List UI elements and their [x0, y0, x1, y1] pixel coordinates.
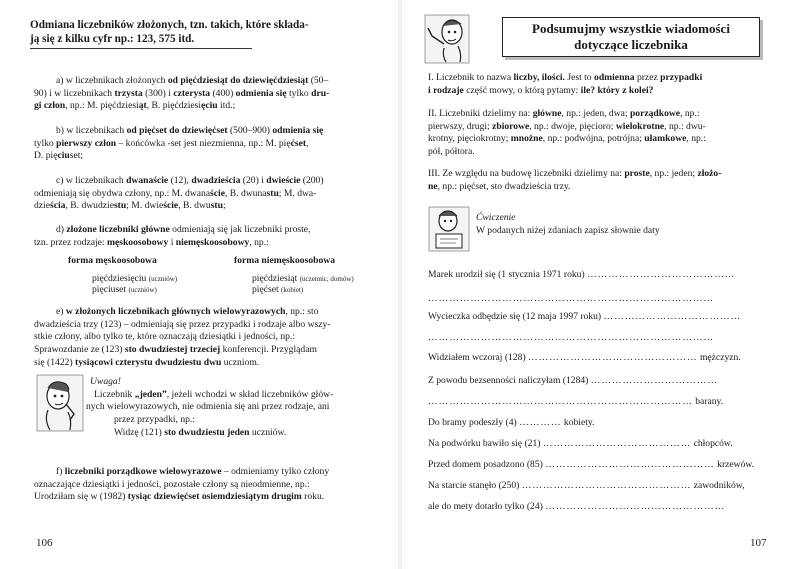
text-span: III. Ze względu na budowę liczebniki dzielimy na: [428, 168, 625, 179]
left-heading [30, 18, 382, 46]
text-span: , np.: podwójna, potrójna; [542, 133, 645, 145]
answer-blank[interactable]: ………………………………………………………………… [428, 396, 693, 407]
text-span: mnożne [510, 133, 543, 145]
text-span: II. Liczebniki dzielimy na: [428, 108, 533, 119]
text-span: i rodzaje [428, 84, 464, 96]
text-span: i [168, 236, 176, 248]
text-span: odmieniają się jak liczebniki proste, [169, 224, 311, 235]
text-span: e) [56, 306, 66, 317]
title-line: dotyczące liczebnika [574, 37, 688, 52]
text-span: , np.: jeden, dwa; [561, 108, 630, 119]
text-span: – końcówka -set jest niezmienna, np.: M. pię [116, 137, 291, 149]
line-text: ale do mety dotarło tylko (24) [428, 501, 546, 512]
text-span: odmienna [594, 72, 635, 83]
col1-head: forma męskoosobowa [68, 255, 157, 266]
exercise-line-3 [428, 311, 741, 323]
line-text: krzewów. [717, 459, 755, 470]
exercise-line-1 [428, 269, 735, 281]
answer-blank[interactable]: ………………………………………… [545, 459, 715, 470]
text-span: porządkowe [629, 108, 681, 119]
text-span: ciu [57, 150, 70, 162]
text-line: nych wielowyrazowych, nie odmienia się ani przez rodzaje, ani [86, 401, 330, 413]
text-span: dzie [34, 200, 50, 212]
text-span: , B. dwuna [224, 187, 267, 199]
exercise-line-2 [428, 293, 714, 305]
text-span: (50– [308, 75, 329, 86]
text-span: D. pię [34, 150, 58, 162]
summary-point-1 [428, 72, 778, 97]
text-span: główne [532, 108, 562, 119]
text-span: itd.; [217, 100, 236, 112]
text-span: a) w liczebnikach złożonych [56, 75, 168, 86]
line-text: Do bramy podeszły (4) [428, 417, 520, 428]
text-span: proste [624, 168, 650, 179]
text-span: , np.: dwu- [664, 120, 706, 132]
right-page [400, 0, 800, 569]
line-text: chłopców. [693, 438, 733, 449]
text-span: (200) [300, 175, 324, 186]
rule-b [34, 125, 376, 163]
exercise-line-6 [428, 375, 718, 387]
cell-note: (uczniów) [148, 275, 178, 283]
text-span: (300) i [142, 87, 174, 99]
text-span: ; M. dwa- [278, 187, 317, 199]
text-span: liczby, ilości. [513, 72, 565, 83]
rule-a [34, 75, 376, 113]
cell-value: pięciuset [92, 284, 127, 295]
text-span: Urodziłam się w (1982) [34, 491, 128, 503]
text-span: Jest to [564, 72, 595, 83]
text-span: , np.: jeden; [649, 168, 698, 179]
text-span: , np.: sto [285, 306, 319, 317]
text-span: sto dwudziestej trzeciej [124, 344, 221, 356]
text-span: , np.: dwoje, pięcioro; [529, 120, 616, 132]
cell-note: (uczennic, domów) [299, 275, 354, 283]
answer-blank[interactable]: …………………………………… [587, 269, 736, 280]
text-span: (400) [210, 87, 236, 99]
cell-note: (uczniów) [128, 286, 157, 294]
text-span: ście [163, 200, 179, 212]
text-span: dwanaście [126, 175, 169, 186]
heading-line: ją się z kilku cyfr np.: 123, 575 itd. [30, 33, 195, 45]
text-line: pół, półtora. [428, 146, 475, 158]
answer-blank[interactable]: ……………………………………………………………………… [428, 332, 715, 343]
text-span: czterysta [173, 87, 211, 99]
text-span: – odmieniamy tylko człony [221, 466, 330, 477]
line-text: Na podwórku bawiło się (21) [428, 438, 543, 449]
rule-e [34, 306, 376, 370]
text-span: gi człon [34, 100, 66, 112]
text-span: ćset [290, 137, 307, 149]
table-cell [252, 284, 303, 295]
thinking-man-icon [36, 374, 84, 432]
text-line: dwadzieścia trzy (123) – odmieniają się przez przypadki i rodzaje albo wszy- [34, 318, 331, 330]
rule-d [34, 224, 376, 249]
text-span: , np.: [249, 236, 269, 248]
text-span: pierwszy, drugi; [428, 120, 493, 132]
exercise-header [476, 212, 776, 237]
text-span: dwieście [266, 175, 301, 186]
text-span: c) w liczebnikach [56, 175, 127, 186]
text-span: tylko [34, 137, 57, 149]
text-span: , np.: pięćset, sto dwadzieścia trzy. [437, 180, 571, 192]
text-span: dru- [311, 87, 330, 99]
heading-underline [30, 48, 252, 49]
text-line: stkie człony, albo tylko te, które oznaczają dziesiątki i jedności, np.: [34, 331, 295, 343]
line-text: Wycieczka odbędzie się (12 maja 1997 roku) [428, 311, 604, 322]
text-span: tylko [286, 87, 312, 99]
uwaga-title: Uwaga! [90, 376, 121, 387]
text-span: 90) i w liczebnikach [34, 87, 115, 99]
text-line: przez przypadki, np.: [114, 414, 195, 426]
text-span: część mowy, o którą pytamy: [463, 84, 581, 96]
exercise-instruction: W podanych niżej zdaniach zapisz słownie daty [476, 224, 660, 236]
text-span: od pięćset do dziewięćset [126, 125, 228, 136]
line-text: Przed domem posadzono (85) [428, 459, 546, 470]
answer-blank[interactable]: ……………………………………………………………………… [428, 293, 715, 304]
line-text: Na starcie stanęło (250) [428, 480, 522, 491]
text-span: b) w liczebnikach [56, 125, 127, 136]
answer-blank[interactable]: ………………………………………… [521, 480, 692, 491]
text-span: krotny, pięciokrotny; [428, 133, 511, 145]
exercise-line-10 [428, 459, 754, 471]
text-span: złożo- [697, 168, 722, 179]
text-span: (500–900) [227, 125, 273, 136]
exercise-title: Ćwiczenie [476, 212, 516, 223]
line-text: Marek urodził się (1 stycznia 1971 roku) [428, 269, 588, 280]
text-span: f) [56, 466, 65, 477]
text-span: dwadzieścia [191, 175, 241, 186]
text-span: , np.: [686, 133, 706, 145]
col2-head: forma niemęskoosobowa [234, 255, 335, 266]
text-span: tzn. przez rodzaje: [34, 236, 107, 248]
text-span: , B. pięćdziesi [146, 100, 202, 112]
line-text: mężczyzn. [699, 352, 741, 363]
text-span: ne [428, 180, 438, 192]
answer-blank[interactable]: …………………………………… [542, 438, 692, 449]
text-span: ; M. dwie [126, 200, 164, 212]
answer-blank[interactable]: …………………………………………… [545, 501, 726, 512]
text-span: , B. dwu [178, 200, 211, 212]
line-text: Z powodu bezsenności naliczyłam (1284) [428, 375, 591, 386]
rule-c [34, 175, 376, 213]
text-span: ście [210, 187, 225, 199]
text-span: set; [69, 150, 84, 162]
answer-blank[interactable]: ………………………………… [603, 311, 742, 322]
text-span: d) [56, 224, 67, 235]
text-span: , np.: M. pięćdziesi [65, 100, 139, 112]
title-line: Podsumujmy wszystkie wiadomości [532, 21, 730, 36]
exercise-line-7 [428, 396, 723, 408]
text-span: wielokrotne [615, 120, 665, 132]
text-span: złożone liczebniki główne [66, 224, 170, 235]
text-span: stu [210, 200, 223, 212]
text-span: Sprawozdanie ze (123) [34, 344, 125, 356]
exercise-line-4 [428, 332, 714, 344]
page-number-right: 107 [750, 537, 767, 549]
text-span: (20) i [240, 175, 267, 186]
text-span: pierwszy człon [56, 137, 117, 149]
text-span: ęciu [201, 100, 218, 112]
text-span: trzysta [114, 87, 143, 99]
text-span: , np.: [680, 108, 700, 119]
exercise-line-5 [428, 352, 741, 364]
cell-note: (kobiet) [281, 286, 304, 294]
text-span: stu [113, 200, 127, 212]
text-span: w złożonych liczebnikach głównych wielowyrazowych [65, 306, 286, 317]
text-span: „jeden” [134, 388, 167, 400]
text-span: tysiącowi czterystu dwudziestu dwu [75, 356, 222, 368]
text-span: odmieniają się obydwa człony, np.: M. dwana [34, 187, 211, 199]
page-number-left: 106 [36, 537, 53, 549]
text-span: Widzę (121) [114, 426, 165, 438]
rule-f [34, 466, 376, 504]
text-span: stu [266, 187, 279, 199]
text-span: , [306, 137, 309, 149]
text-span: od pięćdziesiąt do dziewięćdziesiąt [167, 75, 309, 86]
text-span: Liczebnik [94, 388, 135, 400]
exercise-line-8 [428, 417, 594, 429]
text-span: tysiąc dziewięćset osiemdziesiątym drugim [127, 491, 302, 503]
text-span: odmienia się [272, 125, 324, 136]
text-span: , B. dwudzie [65, 200, 114, 212]
text-span: ułamkowe [644, 133, 687, 145]
cell-value: pięćdziesiąt [252, 273, 298, 284]
summary-point-3 [428, 168, 778, 193]
exercise-line-9 [428, 438, 733, 450]
text-span: sto dwudziestu jeden [164, 426, 250, 438]
text-span: niemęskoosobowy [175, 236, 250, 248]
text-span: uczniów. [249, 426, 287, 438]
text-span: uczniom. [221, 356, 260, 368]
answer-blank[interactable]: ………………………………………… [528, 352, 698, 363]
text-span: zbiorowe [492, 120, 530, 132]
text-span: ścia [49, 200, 66, 212]
table-cell [92, 273, 177, 284]
table-cell [92, 284, 157, 295]
text-span: się (1422) [34, 356, 76, 368]
summary-title [503, 18, 759, 53]
text-span: przypadki [660, 72, 703, 83]
answer-blank[interactable]: ………… [519, 417, 562, 428]
text-span: przez [634, 72, 661, 83]
summary-title-box [502, 17, 760, 57]
exercise-line-12 [428, 501, 725, 513]
line-text: kobiety. [563, 417, 595, 428]
text-span: roku. [301, 491, 325, 503]
text-span: konferencji. Przyglądam [220, 344, 317, 356]
answer-blank[interactable]: ……………………………… [590, 375, 718, 386]
text-span: , jeżeli wchodzi w skład liczebników głów- [166, 388, 334, 400]
text-span: męskoosobowy [106, 236, 169, 248]
line-text: zawodników, [693, 480, 745, 491]
line-text: Widziałem wczoraj (128) [428, 352, 529, 363]
line-text: barany. [695, 396, 724, 407]
text-span: ile? który z kolei? [580, 84, 654, 96]
writing-boy-icon [428, 206, 470, 252]
cell-value: pięćdziesięciu [92, 273, 147, 284]
uwaga-box [86, 376, 376, 440]
text-span: liczebniki porządkowe wielowyrazowe [64, 466, 222, 477]
pointing-man-icon [424, 14, 470, 64]
summary-point-2 [428, 108, 778, 159]
text-span: odmienia się [235, 87, 287, 99]
text-line: oznaczające dziesiątki i jedności, pozostałe człony są nieodmienne, np.: [34, 478, 310, 490]
table-cell [252, 273, 354, 284]
text-span: ąt [138, 100, 147, 112]
text-span: I. Liczebnik to nazwa [428, 72, 514, 83]
text-span: (12), [168, 175, 192, 186]
text-span: ; [222, 200, 226, 212]
cell-value: pięćset [252, 284, 279, 295]
heading-line: Odmiana liczebników złożonych, tzn. takich, które składa- [30, 19, 309, 31]
exercise-line-11 [428, 480, 745, 492]
